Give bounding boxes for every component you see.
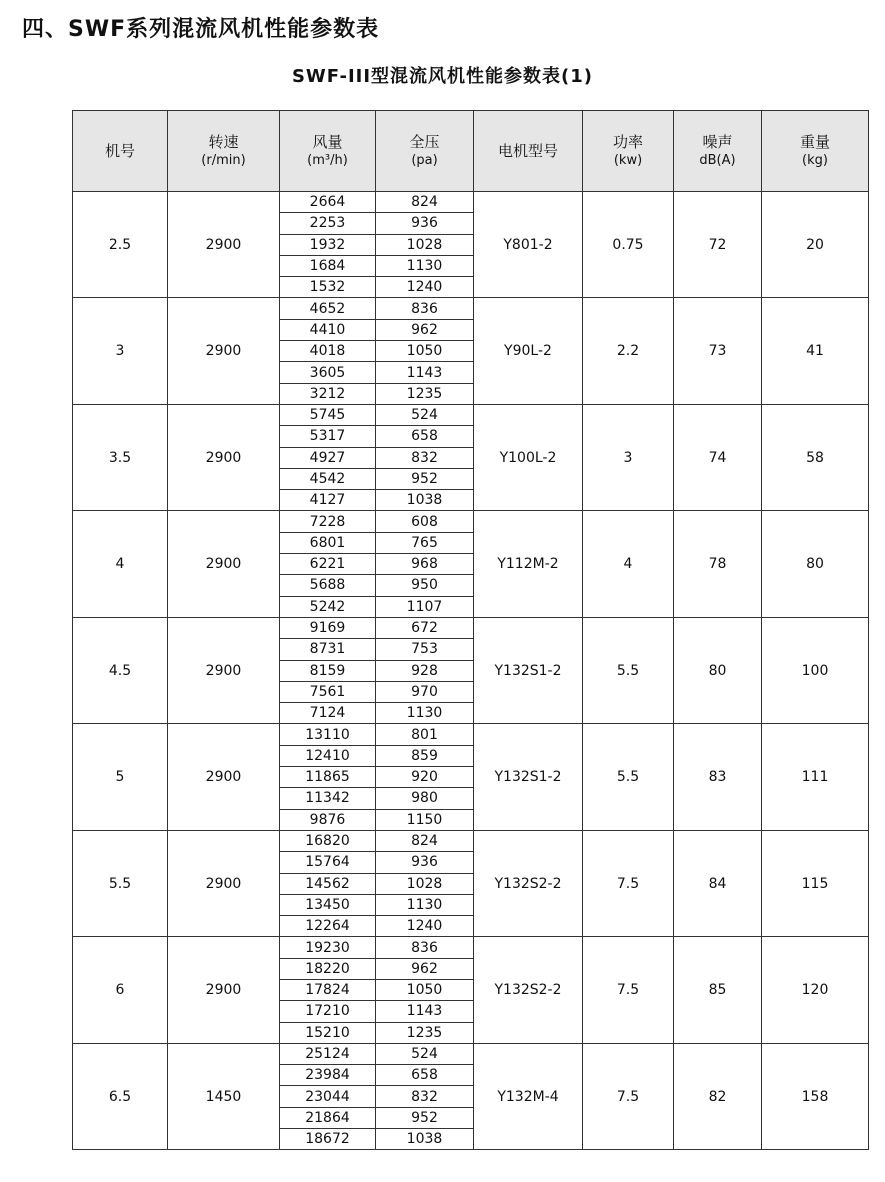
pressure-cell: 801 bbox=[376, 724, 474, 745]
airflow-cell: 7124 bbox=[280, 703, 376, 724]
column-header-label: 功率 bbox=[612, 133, 643, 151]
column-header-unit: (pa) bbox=[411, 153, 438, 168]
motor-cell: Y801-2 bbox=[474, 192, 583, 298]
motor-cell: Y132S2-2 bbox=[474, 830, 583, 936]
column-header bbox=[73, 111, 168, 192]
pressure-cell: 1050 bbox=[376, 979, 474, 1000]
weight-cell: 41 bbox=[762, 298, 869, 404]
column-header bbox=[762, 111, 869, 192]
weight-cell: 58 bbox=[762, 404, 869, 510]
airflow-cell: 6221 bbox=[280, 554, 376, 575]
airflow-cell: 4018 bbox=[280, 341, 376, 362]
airflow-cell: 1932 bbox=[280, 234, 376, 255]
pressure-cell: 1130 bbox=[376, 894, 474, 915]
weight-cell: 20 bbox=[762, 192, 869, 298]
pressure-cell: 1050 bbox=[376, 341, 474, 362]
pressure-cell: 1235 bbox=[376, 383, 474, 404]
speed-cell: 2900 bbox=[168, 617, 280, 723]
pressure-cell: 836 bbox=[376, 937, 474, 958]
airflow-cell: 7228 bbox=[280, 511, 376, 532]
airflow-cell: 23044 bbox=[280, 1086, 376, 1107]
table-row bbox=[73, 298, 869, 319]
column-header-label: 重量 bbox=[799, 133, 830, 151]
motor-cell: Y100L-2 bbox=[474, 404, 583, 510]
motor-cell: Y90L-2 bbox=[474, 298, 583, 404]
speed-cell: 2900 bbox=[168, 830, 280, 936]
pressure-cell: 1038 bbox=[376, 490, 474, 511]
pressure-cell: 968 bbox=[376, 554, 474, 575]
table-row bbox=[73, 937, 869, 958]
airflow-cell: 9876 bbox=[280, 809, 376, 830]
pressure-cell: 1028 bbox=[376, 234, 474, 255]
pressure-cell: 1240 bbox=[376, 916, 474, 937]
power-cell: 7.5 bbox=[583, 1043, 674, 1149]
pressure-cell: 1028 bbox=[376, 873, 474, 894]
speed-cell: 2900 bbox=[168, 404, 280, 510]
airflow-cell: 15764 bbox=[280, 852, 376, 873]
table-row bbox=[73, 404, 869, 425]
power-cell: 4 bbox=[583, 511, 674, 617]
airflow-cell: 4927 bbox=[280, 447, 376, 468]
speed-cell: 2900 bbox=[168, 192, 280, 298]
model-cell: 2.5 bbox=[73, 192, 168, 298]
speed-cell: 1450 bbox=[168, 1043, 280, 1149]
airflow-cell: 12264 bbox=[280, 916, 376, 937]
motor-cell: Y132S1-2 bbox=[474, 724, 583, 830]
airflow-cell: 4542 bbox=[280, 468, 376, 489]
pressure-cell: 608 bbox=[376, 511, 474, 532]
pressure-cell: 962 bbox=[376, 958, 474, 979]
model-cell: 3.5 bbox=[73, 404, 168, 510]
airflow-cell: 12410 bbox=[280, 745, 376, 766]
airflow-cell: 2664 bbox=[280, 192, 376, 213]
column-header-unit: (m³/h) bbox=[307, 153, 348, 168]
airflow-cell: 3212 bbox=[280, 383, 376, 404]
model-cell: 6 bbox=[73, 937, 168, 1043]
table-row bbox=[73, 724, 869, 745]
column-header bbox=[168, 111, 280, 192]
airflow-cell: 25124 bbox=[280, 1043, 376, 1064]
motor-cell: Y132S1-2 bbox=[474, 617, 583, 723]
airflow-cell: 11865 bbox=[280, 767, 376, 788]
pressure-cell: 936 bbox=[376, 213, 474, 234]
weight-cell: 158 bbox=[762, 1043, 869, 1149]
pressure-cell: 524 bbox=[376, 1043, 474, 1064]
column-header bbox=[474, 111, 583, 192]
table-row bbox=[73, 511, 869, 532]
column-header-unit: (kg) bbox=[802, 153, 828, 168]
noise-cell: 82 bbox=[674, 1043, 762, 1149]
airflow-cell: 21864 bbox=[280, 1107, 376, 1128]
pressure-cell: 832 bbox=[376, 447, 474, 468]
airflow-cell: 17824 bbox=[280, 979, 376, 1000]
power-cell: 7.5 bbox=[583, 937, 674, 1043]
model-cell: 6.5 bbox=[73, 1043, 168, 1149]
pressure-cell: 1143 bbox=[376, 362, 474, 383]
airflow-cell: 19230 bbox=[280, 937, 376, 958]
power-cell: 5.5 bbox=[583, 617, 674, 723]
pressure-cell: 980 bbox=[376, 788, 474, 809]
pressure-cell: 952 bbox=[376, 1107, 474, 1128]
pressure-cell: 836 bbox=[376, 298, 474, 319]
airflow-cell: 6801 bbox=[280, 532, 376, 553]
pressure-cell: 524 bbox=[376, 404, 474, 425]
column-header bbox=[280, 111, 376, 192]
speed-cell: 2900 bbox=[168, 511, 280, 617]
model-cell: 5 bbox=[73, 724, 168, 830]
pressure-cell: 952 bbox=[376, 468, 474, 489]
table-body bbox=[73, 192, 869, 1150]
airflow-cell: 1684 bbox=[280, 255, 376, 276]
noise-cell: 83 bbox=[674, 724, 762, 830]
airflow-cell: 5745 bbox=[280, 404, 376, 425]
pressure-cell: 672 bbox=[376, 617, 474, 638]
airflow-cell: 18672 bbox=[280, 1129, 376, 1150]
power-cell: 7.5 bbox=[583, 830, 674, 936]
airflow-cell: 15210 bbox=[280, 1022, 376, 1043]
table-row bbox=[73, 617, 869, 638]
pressure-cell: 1235 bbox=[376, 1022, 474, 1043]
weight-cell: 100 bbox=[762, 617, 869, 723]
pressure-cell: 950 bbox=[376, 575, 474, 596]
noise-cell: 85 bbox=[674, 937, 762, 1043]
airflow-cell: 4652 bbox=[280, 298, 376, 319]
airflow-cell: 5242 bbox=[280, 596, 376, 617]
column-header bbox=[376, 111, 474, 192]
airflow-cell: 8731 bbox=[280, 639, 376, 660]
column-header-label: 全压 bbox=[409, 133, 440, 151]
airflow-cell: 13110 bbox=[280, 724, 376, 745]
column-header-unit: dB(A) bbox=[699, 153, 736, 168]
pressure-cell: 753 bbox=[376, 639, 474, 660]
pressure-cell: 920 bbox=[376, 767, 474, 788]
speed-cell: 2900 bbox=[168, 937, 280, 1043]
column-header-label: 噪声 bbox=[702, 133, 733, 151]
power-cell: 5.5 bbox=[583, 724, 674, 830]
column-header-label: 风量 bbox=[312, 133, 343, 151]
airflow-cell: 16820 bbox=[280, 830, 376, 851]
table-title: SWF-III型混流风机性能参数表(1) bbox=[291, 66, 594, 87]
table-row bbox=[73, 1043, 869, 1064]
pressure-cell: 824 bbox=[376, 830, 474, 851]
model-cell: 4 bbox=[73, 511, 168, 617]
table-row bbox=[73, 830, 869, 851]
noise-cell: 84 bbox=[674, 830, 762, 936]
airflow-cell: 5688 bbox=[280, 575, 376, 596]
pressure-cell: 832 bbox=[376, 1086, 474, 1107]
pressure-cell: 859 bbox=[376, 745, 474, 766]
airflow-cell: 9169 bbox=[280, 617, 376, 638]
pressure-cell: 936 bbox=[376, 852, 474, 873]
performance-table bbox=[72, 110, 869, 1150]
pressure-cell: 928 bbox=[376, 660, 474, 681]
airflow-cell: 11342 bbox=[280, 788, 376, 809]
weight-cell: 80 bbox=[762, 511, 869, 617]
pressure-cell: 1107 bbox=[376, 596, 474, 617]
model-cell: 3 bbox=[73, 298, 168, 404]
motor-cell: Y112M-2 bbox=[474, 511, 583, 617]
airflow-cell: 13450 bbox=[280, 894, 376, 915]
column-header-unit: (kw) bbox=[613, 153, 643, 168]
noise-cell: 80 bbox=[674, 617, 762, 723]
airflow-cell: 3605 bbox=[280, 362, 376, 383]
pressure-cell: 1130 bbox=[376, 703, 474, 724]
airflow-cell: 4127 bbox=[280, 490, 376, 511]
noise-cell: 73 bbox=[674, 298, 762, 404]
column-header bbox=[583, 111, 674, 192]
power-cell: 0.75 bbox=[583, 192, 674, 298]
weight-cell: 120 bbox=[762, 937, 869, 1043]
airflow-cell: 2253 bbox=[280, 213, 376, 234]
airflow-cell: 1532 bbox=[280, 277, 376, 298]
column-header-label: 电机型号 bbox=[497, 141, 558, 160]
pressure-cell: 658 bbox=[376, 1065, 474, 1086]
airflow-cell: 4410 bbox=[280, 319, 376, 340]
airflow-cell: 18220 bbox=[280, 958, 376, 979]
motor-cell: Y132M-4 bbox=[474, 1043, 583, 1149]
noise-cell: 78 bbox=[674, 511, 762, 617]
column-header bbox=[674, 111, 762, 192]
model-cell: 5.5 bbox=[73, 830, 168, 936]
pressure-cell: 1130 bbox=[376, 255, 474, 276]
airflow-cell: 17210 bbox=[280, 1001, 376, 1022]
airflow-cell: 23984 bbox=[280, 1065, 376, 1086]
airflow-cell: 14562 bbox=[280, 873, 376, 894]
airflow-cell: 8159 bbox=[280, 660, 376, 681]
model-cell: 4.5 bbox=[73, 617, 168, 723]
power-cell: 3 bbox=[583, 404, 674, 510]
pressure-cell: 962 bbox=[376, 319, 474, 340]
page-heading: 四、SWF系列混流风机性能参数表 bbox=[22, 17, 380, 42]
airflow-cell: 5317 bbox=[280, 426, 376, 447]
pressure-cell: 765 bbox=[376, 532, 474, 553]
pressure-cell: 970 bbox=[376, 681, 474, 702]
pressure-cell: 824 bbox=[376, 192, 474, 213]
noise-cell: 72 bbox=[674, 192, 762, 298]
weight-cell: 115 bbox=[762, 830, 869, 936]
pressure-cell: 1240 bbox=[376, 277, 474, 298]
column-header-label: 机号 bbox=[104, 141, 135, 160]
header-row bbox=[73, 111, 869, 192]
pressure-cell: 1038 bbox=[376, 1129, 474, 1150]
table-row bbox=[73, 192, 869, 213]
motor-cell: Y132S2-2 bbox=[474, 937, 583, 1043]
airflow-cell: 7561 bbox=[280, 681, 376, 702]
pressure-cell: 1150 bbox=[376, 809, 474, 830]
noise-cell: 74 bbox=[674, 404, 762, 510]
weight-cell: 111 bbox=[762, 724, 869, 830]
speed-cell: 2900 bbox=[168, 298, 280, 404]
table-header bbox=[73, 111, 869, 192]
speed-cell: 2900 bbox=[168, 724, 280, 830]
power-cell: 2.2 bbox=[583, 298, 674, 404]
pressure-cell: 1143 bbox=[376, 1001, 474, 1022]
pressure-cell: 658 bbox=[376, 426, 474, 447]
column-header-label: 转速 bbox=[208, 133, 239, 151]
column-header-unit: (r/min) bbox=[201, 153, 246, 168]
